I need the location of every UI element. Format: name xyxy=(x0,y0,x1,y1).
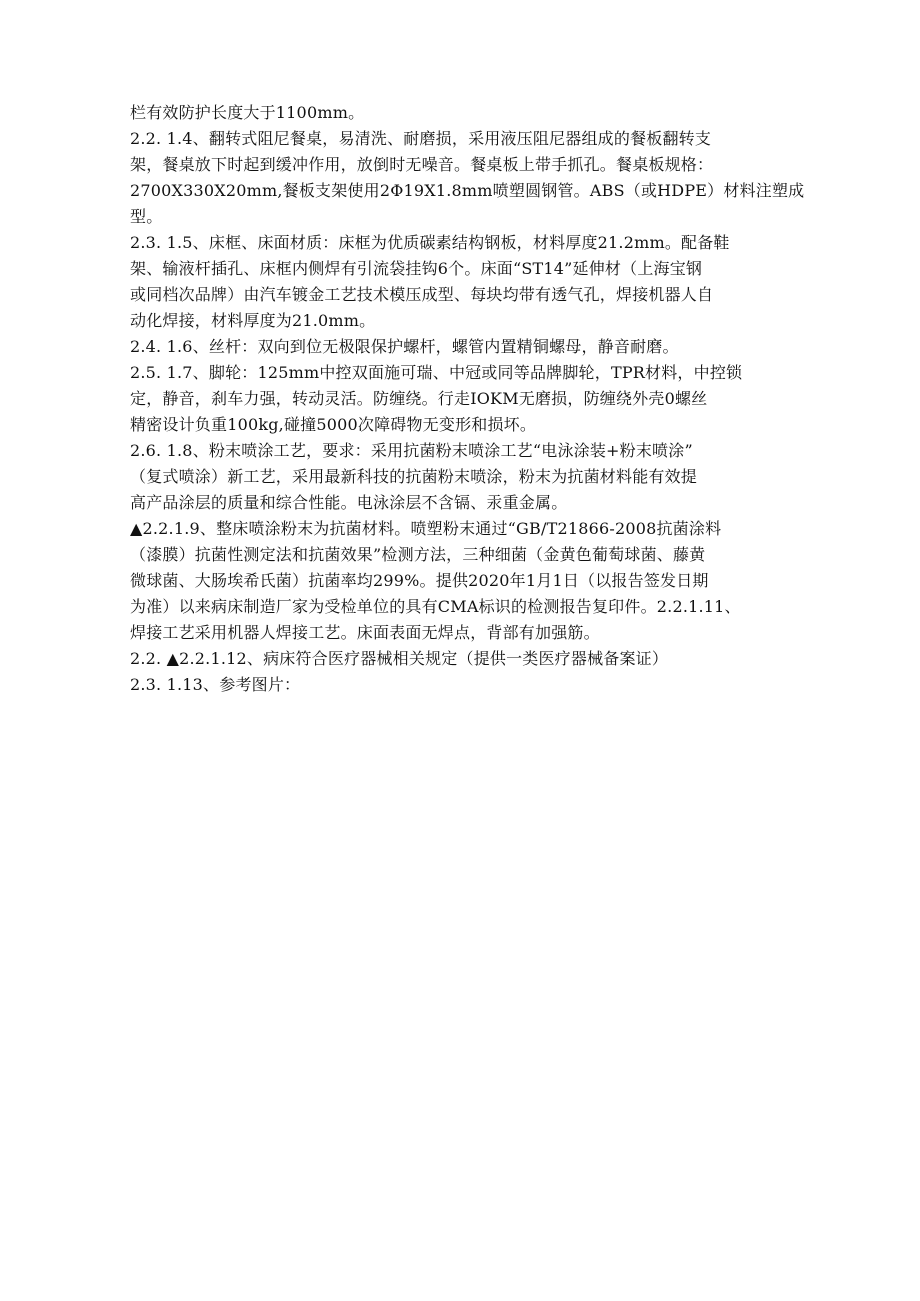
text-line: 2700X330X20mm,餐板支架使用2Φ19X1.8mm喷塑圆钢管。ABS（或HDPE）材料注塑成 xyxy=(130,181,805,200)
text-line: 微球菌、大肠埃希氏菌）抗菌率均299%。提供2020年1月1日（以报告签发日期 xyxy=(130,571,709,590)
text-line: 2.2. ▲2.2.1.12、病床符合医疗器械相关规定（提供一类医疗器械备案证） xyxy=(130,649,669,668)
text-line: 2.3. 1.5、床框、床面材质：床框为优质碳素结构钢板，材料厚度21.2mm。配备鞋 xyxy=(130,233,730,252)
text-line: 定，静音，刹车力强，转动灵活。防缠绕。行走IOKM无磨损，防缠绕外壳0螺丝 xyxy=(130,389,708,408)
text-line: 精密设计负重100kg,碰撞5000次障碍物无变形和损坏。 xyxy=(130,415,537,434)
text-line: 高产品涂层的质量和综合性能。电泳涂层不含镉、汞重金属。 xyxy=(130,493,568,512)
text-line: 或同档次品牌）由汽车镀金工艺技术模压成型、每块均带有透气孔，焊接机器人自 xyxy=(130,285,714,304)
text-line: 2.2. 1.4、翻转式阻尼餐桌，易清洗、耐磨损，采用液压阻尼器组成的餐板翻转支 xyxy=(130,129,712,148)
text-line: 2.4. 1.6、丝杆：双向到位无极限保护螺杆，螺管内置精铜螺母，静音耐磨。 xyxy=(130,337,679,356)
text-line: 焊接工艺采用机器人焊接工艺。床面表面无焊点，背部有加强筋。 xyxy=(130,623,600,642)
text-line: 2.3. 1.13、参考图片： xyxy=(130,675,301,694)
text-line: 为准）以来病床制造厂家为受检单位的具有CMA标识的检测报告复印件。2.2.1.11、 xyxy=(130,597,741,616)
text-line: 架，餐桌放下时起到缓冲作用，放倒时无噪音。餐桌板上带手抓孔。餐桌板规格： xyxy=(130,155,714,174)
document-body xyxy=(130,100,810,698)
text-line: 2.6. 1.8、粉末喷涂工艺，要求：采用抗菌粉末喷涂工艺“电泳涂装+粉末喷涂” xyxy=(130,441,693,460)
text-line: （复式喷涂）新工艺，采用最新科技的抗菌粉末喷涂，粉末为抗菌材料能有效提 xyxy=(130,467,698,486)
text-line: 型。 xyxy=(130,207,163,226)
text-line: 动化焊接，材料厚度为21.0mm。 xyxy=(130,311,376,330)
text-line: 2.5. 1.7、脚轮：125mm中控双面施可瑞、中冠或同等品牌脚轮，TPR材料，中控锁 xyxy=(130,363,743,382)
text-line: 栏有效防护长度大于1100mm。 xyxy=(130,103,365,122)
text-line: （漆膜）抗菌性测定法和抗菌效果”检测方法，三种细菌（金黄色葡萄球菌、藤黄 xyxy=(130,545,706,564)
text-line: 架、输液杆插孔、床框内侧焊有引流袋挂钩6个。床面“ST14”延伸材（上海宝钢 xyxy=(130,259,703,278)
text-line: ▲2.2.1.9、整床喷涂粉末为抗菌材料。喷塑粉末通过“GB/T21866-2008抗菌涂料 xyxy=(130,519,722,538)
